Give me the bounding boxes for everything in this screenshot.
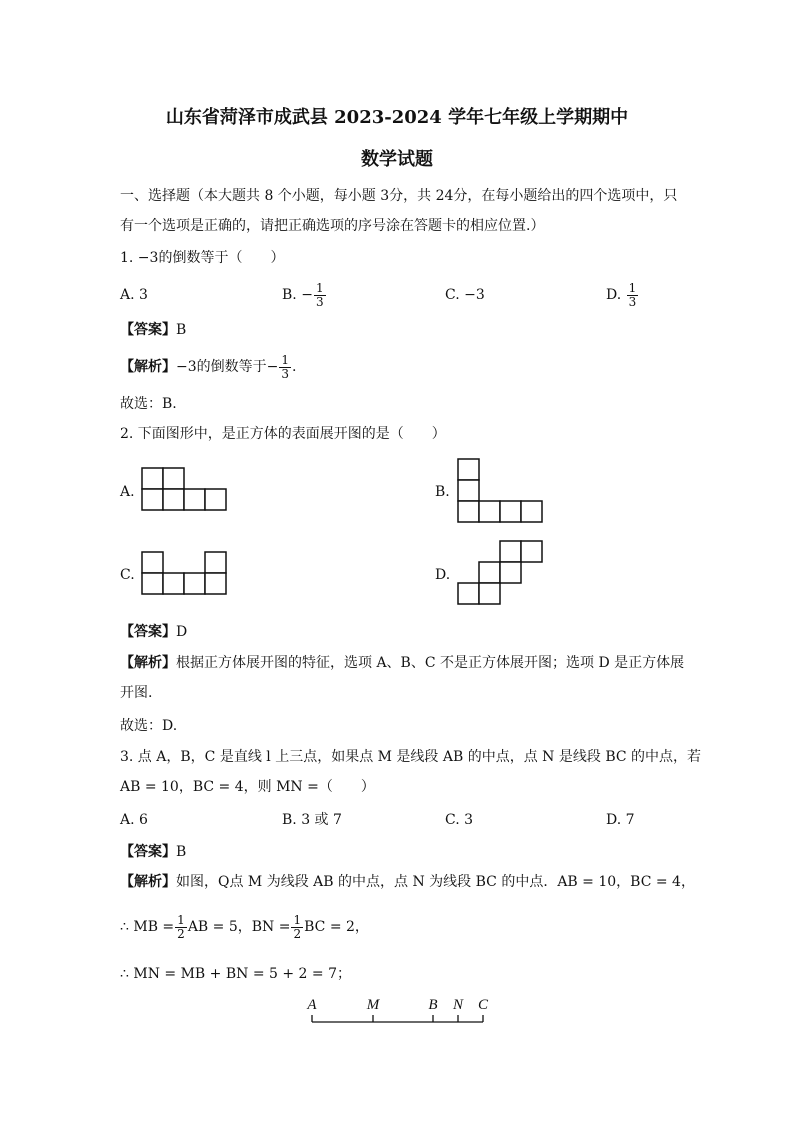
- q1-option-b: [282, 276, 327, 314]
- q3-stem: 3. 点 A，B，C 是直线 l 上三点，如果点 M 是线段 AB 的中点，点 N 是线段 BC 的中点，若: [120, 749, 702, 765]
- segment-point-label-m: M: [366, 997, 380, 1013]
- step-fraction: [175, 914, 187, 941]
- q1-analysis: [120, 348, 296, 386]
- q3-step2: ∴ MN = MB + BN = 5 + 2 = 7；: [120, 966, 351, 982]
- analysis-tag: 【解析】: [120, 655, 176, 671]
- segment-ticks: [312, 1015, 483, 1022]
- q3-step1: [120, 908, 369, 946]
- q1-answer: [120, 320, 186, 340]
- q2-net-b: [456, 457, 550, 527]
- step-text-end: BC = 2，: [304, 919, 369, 935]
- q1-option-a: A. 3: [120, 287, 148, 303]
- answer-tag: 【答案】: [120, 844, 176, 860]
- segment-point-label-a: A: [307, 997, 317, 1013]
- analysis-tag: 【解析】: [120, 874, 176, 890]
- answer-value: B: [176, 844, 187, 860]
- segment-point-label-c: C: [477, 997, 489, 1013]
- q1-option-b-label: B.: [282, 287, 297, 303]
- q2-option-d-label: D.: [435, 567, 451, 583]
- answer-tag: 【答案】: [120, 322, 176, 338]
- q2-analysis-cont: 开图.: [120, 685, 153, 701]
- section-header-cont: 有一个选项是正确的，请把正确选项的序号涂在答题卡的相应位置.）: [120, 218, 545, 234]
- page-subtitle: 数学试题: [361, 149, 433, 170]
- section-header: 一、选择题（本大题共 8 个小题，每小题 3分，共 24分，在每小题给出的四个选项中，只: [120, 188, 678, 204]
- q3-option-a: A. 6: [120, 812, 148, 828]
- q1-conclusion: 故选：B.: [120, 396, 177, 412]
- fraction-denominator: 3: [281, 366, 290, 381]
- page-title: 山东省菏泽市成武县 2023-2024 学年七年级上学期期中: [165, 107, 629, 128]
- answer-value: B: [176, 322, 187, 338]
- analysis-text-end: .: [292, 359, 297, 375]
- step-text-mid: AB = 5，BN =: [187, 919, 291, 935]
- step-text: ∴ MB =: [120, 919, 175, 935]
- analysis-tag: 【解析】: [120, 359, 176, 375]
- fraction-denominator: 3: [628, 294, 637, 309]
- q3-stem-cont: AB = 10，BC = 4，则 MN =（ ）: [120, 779, 375, 795]
- q3-option-c: C. 3: [445, 812, 474, 828]
- step-fraction-2: [291, 914, 303, 941]
- analysis-text: −3的倒数等于−: [176, 359, 279, 375]
- segment-labels: [306, 997, 489, 1013]
- q2-option-b-label: B.: [435, 484, 450, 500]
- fraction-numerator: 1: [177, 912, 185, 927]
- segment-point-label-b: B: [428, 997, 438, 1013]
- fraction-denominator: 3: [315, 294, 324, 309]
- segment-point-label-n: N: [452, 997, 464, 1013]
- fraction-denominator: 2: [293, 926, 302, 941]
- q2-net-c: [140, 550, 232, 600]
- answer-tag: 【答案】: [120, 624, 176, 640]
- fraction-numerator: 1: [281, 352, 290, 367]
- q2-stem: 2. 下面图形中，是正方体的表面展开图的是（ ）: [120, 426, 446, 442]
- q1-option-d-fraction: [627, 282, 639, 309]
- q3-analysis: [120, 872, 695, 892]
- q3-answer: [120, 842, 186, 862]
- q3-option-d: D. 7: [606, 812, 635, 828]
- fraction-numerator: 1: [315, 280, 324, 295]
- fraction-numerator: 1: [293, 912, 302, 927]
- q1-option-c: C. −3: [445, 287, 485, 303]
- q1-option-b-sign: −: [301, 287, 313, 303]
- fraction-denominator: 2: [177, 926, 185, 941]
- q1-option-d: [606, 276, 639, 314]
- q1-option-d-label: D.: [606, 287, 622, 303]
- q1-stem: 1. −3的倒数等于（ ）: [120, 250, 285, 266]
- q3-option-b: B. 3 或 7: [282, 812, 342, 828]
- answer-value: D: [176, 624, 188, 640]
- q2-analysis: [120, 653, 684, 673]
- q2-conclusion: 故选：D.: [120, 718, 178, 734]
- analysis-fraction: [279, 354, 291, 381]
- analysis-text: 根据正方体展开图的特征，选项 A、B、C 不是正方体展开图；选项 D 是正方体展: [176, 655, 685, 671]
- q2-net-d: [456, 539, 550, 609]
- fraction-numerator: 1: [628, 280, 637, 295]
- q1-option-b-fraction: [314, 282, 326, 309]
- analysis-text: 如图，Q点 M 为线段 AB 的中点，点 N 为线段 BC 的中点．AB = 10，BC = 4，: [176, 874, 695, 890]
- q2-net-a: [140, 466, 232, 516]
- q2-option-c-label: C.: [120, 567, 135, 583]
- q3-segment-figure: [300, 994, 500, 1030]
- q2-answer: [120, 622, 187, 642]
- q2-option-a-label: A.: [120, 484, 135, 500]
